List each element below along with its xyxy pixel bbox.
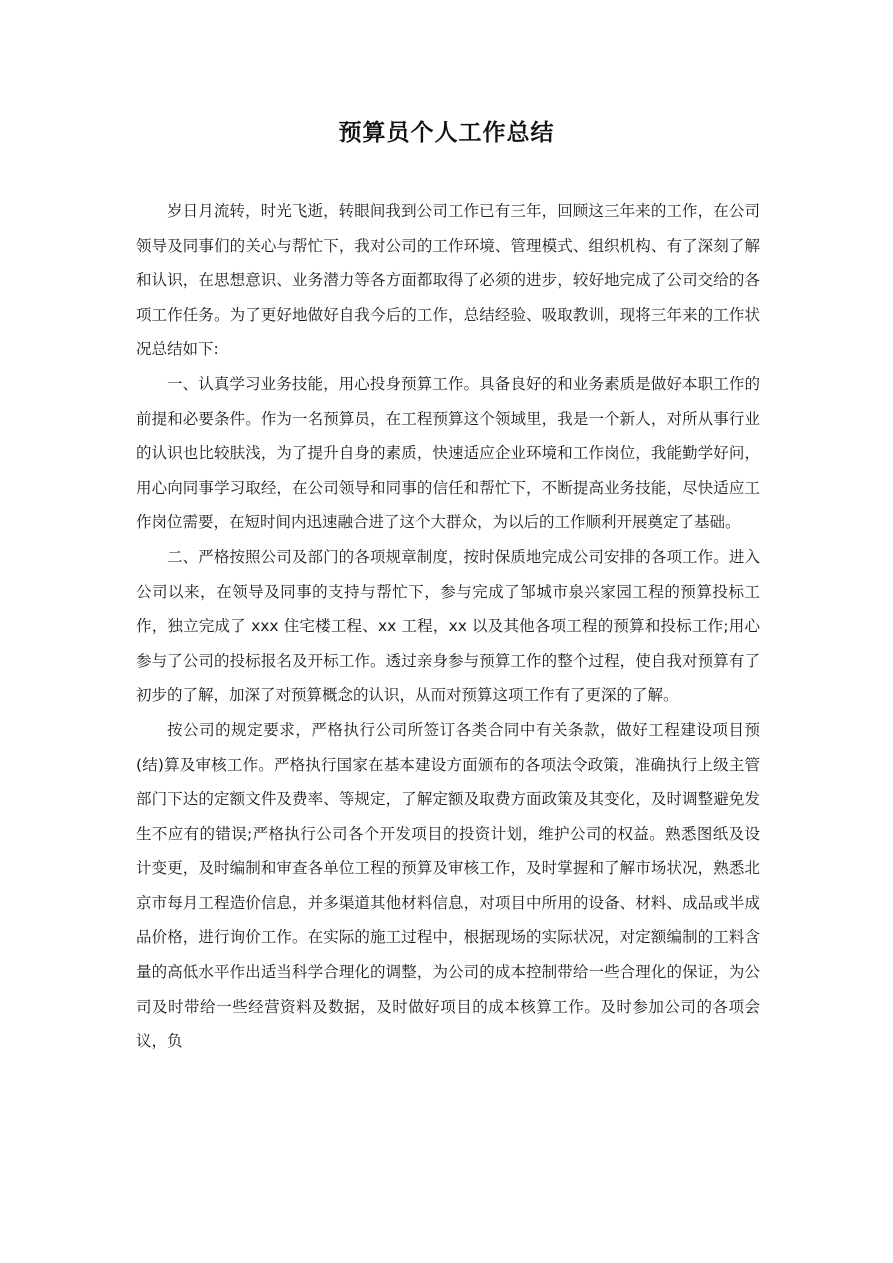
paragraph-intro: 岁日月流转，时光飞逝，转眼间我到公司工作已有三年，回顾这三年来的工作，在公司领导及同事们的关心与帮忙下，我对公司的工作环境、管理模式、组织机构、有了深刻了解和认识，在思想意识、业务潜力等各方面都取得了必须的进步，较好地完成了公司交给的各项工作任务。为了更好地做好自我今后的工作，总结经验、吸取教训，现将三年来的工作状况总结如下: <box>136 202 760 359</box>
document-body <box>136 194 760 1059</box>
paragraph-contract-review: 按公司的规定要求，严格执行公司所签订各类合同中有关条款，做好工程建设项目预(结)算及审核工作。严格执行国家在基本建设方面颁布的各项法令政策，准确执行上级主管部门下达的定额文件及费率、等规定，了解定额及取费方面政策及其变化，及时调整避免发生不应有的错误;严格执行公司各个开发项目的投资计划，维护公司的权益。熟悉图纸及设计变更，及时编制和审查各单位工程的预算及审核工作，及时掌握和了解市场状况，熟悉北京市每月工程造价信息，并多渠道其他材料信息，对项目中所用的设备、材料、成品或半成品价格，进行询价工作。在实际的施工过程中，根据现场的实际状况，对定额编制的工料含量的高低水平作出适当科学合理化的调整，为公司的成本控制带给一些合理化的保证，为公司及时带给一些经营资料及数据，及时做好项目的成本核算工作。及时参加公司的各项会议，负 <box>136 720 760 1051</box>
document-title: 预算员个人工作总结 <box>338 120 555 146</box>
paragraph-section-two: 二、严格按照公司及部门的各项规章制度，按时保质地完成公司安排的各项工作。进入公司以来，在领导及同事的支持与帮忙下，参与完成了邹城市泉兴家园工程的预算投标工作，独立完成了 xxx 住宅楼工程、xx 工程，xx 以及其他各项工程的预算和投标工作;用心参与了公司的投标报名及开标工作。透过亲身参与预算工作的整个过程，使自我对预算有了初步的了解，加深了对预算概念的认识，从而对预算这项工作有了更深的了解。 <box>136 547 760 705</box>
paragraph-section-one: 一、认真学习业务技能，用心投身预算工作。具备良好的和业务素质是做好本职工作的前提和必要条件。作为一名预算员，在工程预算这个领域里，我是一个新人，对所从事行业的认识也比较肤浅，为了提升自身的素质，快速适应企业环境和工作岗位，我能勤学好问，用心向同事学习取经，在公司领导和同事的信任和帮忙下，不断提高业务技能，尽快适应工作岗位需要，在短时间内迅速融合进了这个大群众，为以后的工作顺利开展奠定了基础。 <box>136 374 760 532</box>
